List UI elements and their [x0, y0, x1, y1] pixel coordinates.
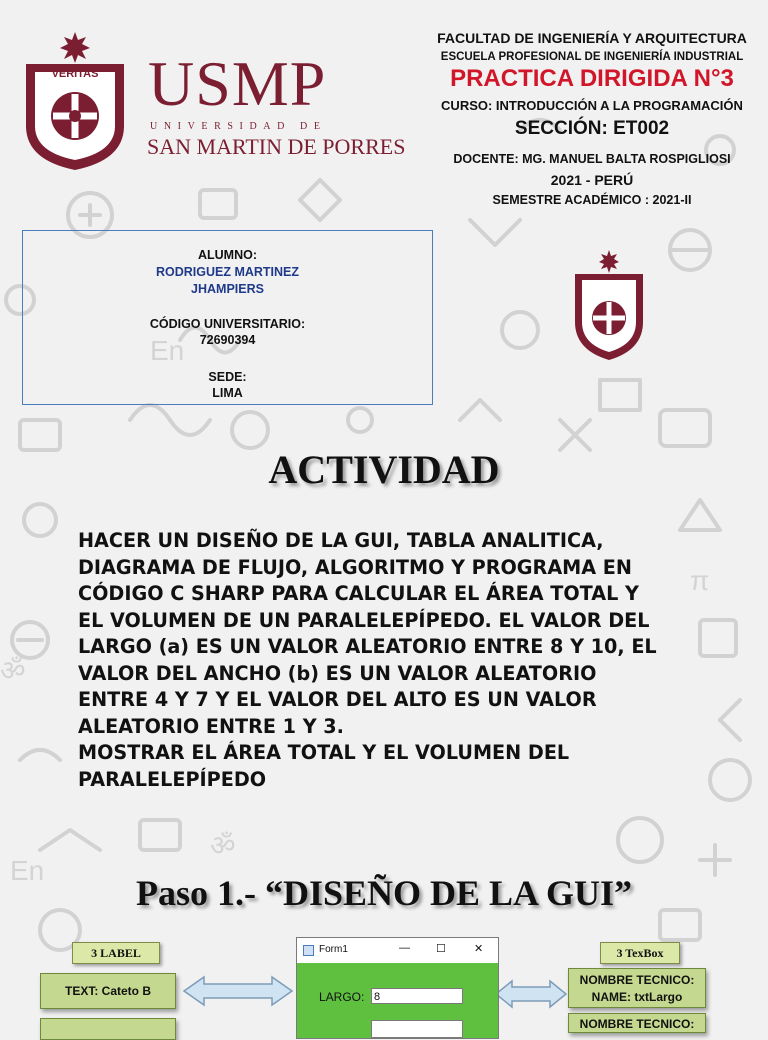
form-title-text: Form1 [319, 944, 348, 955]
window-close-icon[interactable]: ✕ [474, 943, 484, 955]
textbox-name-box [568, 968, 706, 1008]
right-arrow [494, 979, 568, 1009]
label-count-tag: 3 LABEL [72, 942, 160, 964]
form-app-icon [303, 945, 314, 956]
form-largo-input[interactable]: 8 [371, 988, 463, 1004]
window-minimize-icon[interactable]: — [399, 942, 410, 954]
svg-text:ॐ: ॐ [210, 830, 236, 861]
svg-text:π: π [690, 565, 710, 596]
svg-text:En: En [10, 855, 45, 886]
form-titlebar [297, 938, 498, 963]
label-text-box-2 [40, 1018, 176, 1040]
section-title: SECCIÓN: ET002 [514, 118, 670, 139]
practice-title: PRACTICA DIRIGIDA N°3 [450, 65, 734, 92]
shield-motto-top: VERITAS [51, 68, 99, 80]
form-second-input[interactable] [371, 1020, 463, 1038]
textbox-name-line2: NAME: txtLargo [591, 990, 683, 1004]
activity-heading: ACTIVIDAD [268, 447, 500, 492]
textbox-name-box-2 [568, 1013, 706, 1033]
faculty-title: FACULTAD DE INGENIERÍA Y ARQUITECTURA [437, 30, 747, 46]
activity-line: DIAGRAMA DE FLUJO, ALGORITMO Y PROGRAMA EN [78, 555, 632, 579]
activity-line: ENTRE 4 Y 7 Y EL VALOR DEL ALTO ES UN VALOR [78, 688, 597, 711]
activity-line: ALEATORIO ENTRE 1 Y 3. [78, 714, 344, 738]
activity-line: HACER UN DISEÑO DE LA GUI, TABLA ANALITICA, [78, 529, 604, 552]
student-name-line1: RODRIGUEZ MARTINEZ [155, 265, 300, 279]
activity-line: EL VOLUMEN DE UN PARALELEPÍPEDO. EL VALOR DEL [78, 608, 650, 632]
activity-line: LARGO (a) ES UN VALOR ALEATORIO ENTRE 8 Y 10, EL [78, 635, 657, 658]
student-name-line2: JHAMPIERS [191, 282, 264, 296]
usmp-shield-logo-small [573, 250, 645, 362]
textbox-name-2-line1: NOMBRE TECNICO: [579, 1017, 695, 1031]
label-text-box: TEXT: Cateto B [40, 973, 176, 1009]
code-label: CÓDIGO UNIVERSITARIO: [149, 317, 306, 331]
campus-value: LIMA [212, 386, 243, 400]
activity-line: CÓDIGO C SHARP PARA CALCULAR EL ÁREA TOTAL Y [78, 582, 639, 605]
activity-line: MOSTRAR EL ÁREA TOTAL Y EL VOLUMEN DEL [78, 741, 570, 764]
left-arrow [182, 975, 294, 1007]
semester-line: SEMESTRE ACADÉMICO : 2021-II [492, 193, 692, 207]
campus-label: SEDE: [208, 370, 247, 384]
usmp-shield-logo [22, 32, 128, 172]
code-value: 72690394 [199, 333, 256, 347]
student-label: ALUMNO: [197, 248, 257, 262]
svg-text:En: En [150, 335, 185, 366]
year-line: 2021 - PERÚ [550, 172, 634, 188]
university-wordmark: USMP [148, 48, 327, 119]
textbox-name-line1: NOMBRE TECNICO: [579, 973, 695, 987]
window-maximize-icon[interactable]: ☐ [436, 943, 446, 955]
school-title: ESCUELA PROFESIONAL DE INGENIERÍA INDUSTRIAL [440, 51, 744, 63]
course-title: CURSO: INTRODUCCIÓN A LA PROGRAMACIÓN [441, 98, 743, 113]
textbox-count-tag: 3 TexBox [600, 942, 680, 964]
step-heading: Paso 1.- “DISEÑO DE LA GUI” [135, 873, 633, 913]
teacher-line: DOCENTE: MG. MANUEL BALTA ROSPIGLIOSI [453, 152, 731, 166]
activity-line: VALOR DEL ANCHO (b) ES UN VALOR ALEATORIO [78, 661, 597, 685]
activity-description [78, 528, 748, 793]
svg-text:ॐ: ॐ [0, 655, 26, 686]
university-name: SAN MARTIN DE PORRES [147, 134, 406, 159]
university-subtitle: UNIVERSIDAD DE [150, 121, 327, 132]
activity-line: PARALELEPÍPEDO [78, 767, 267, 791]
form-largo-label: LARGO: [319, 990, 365, 1004]
